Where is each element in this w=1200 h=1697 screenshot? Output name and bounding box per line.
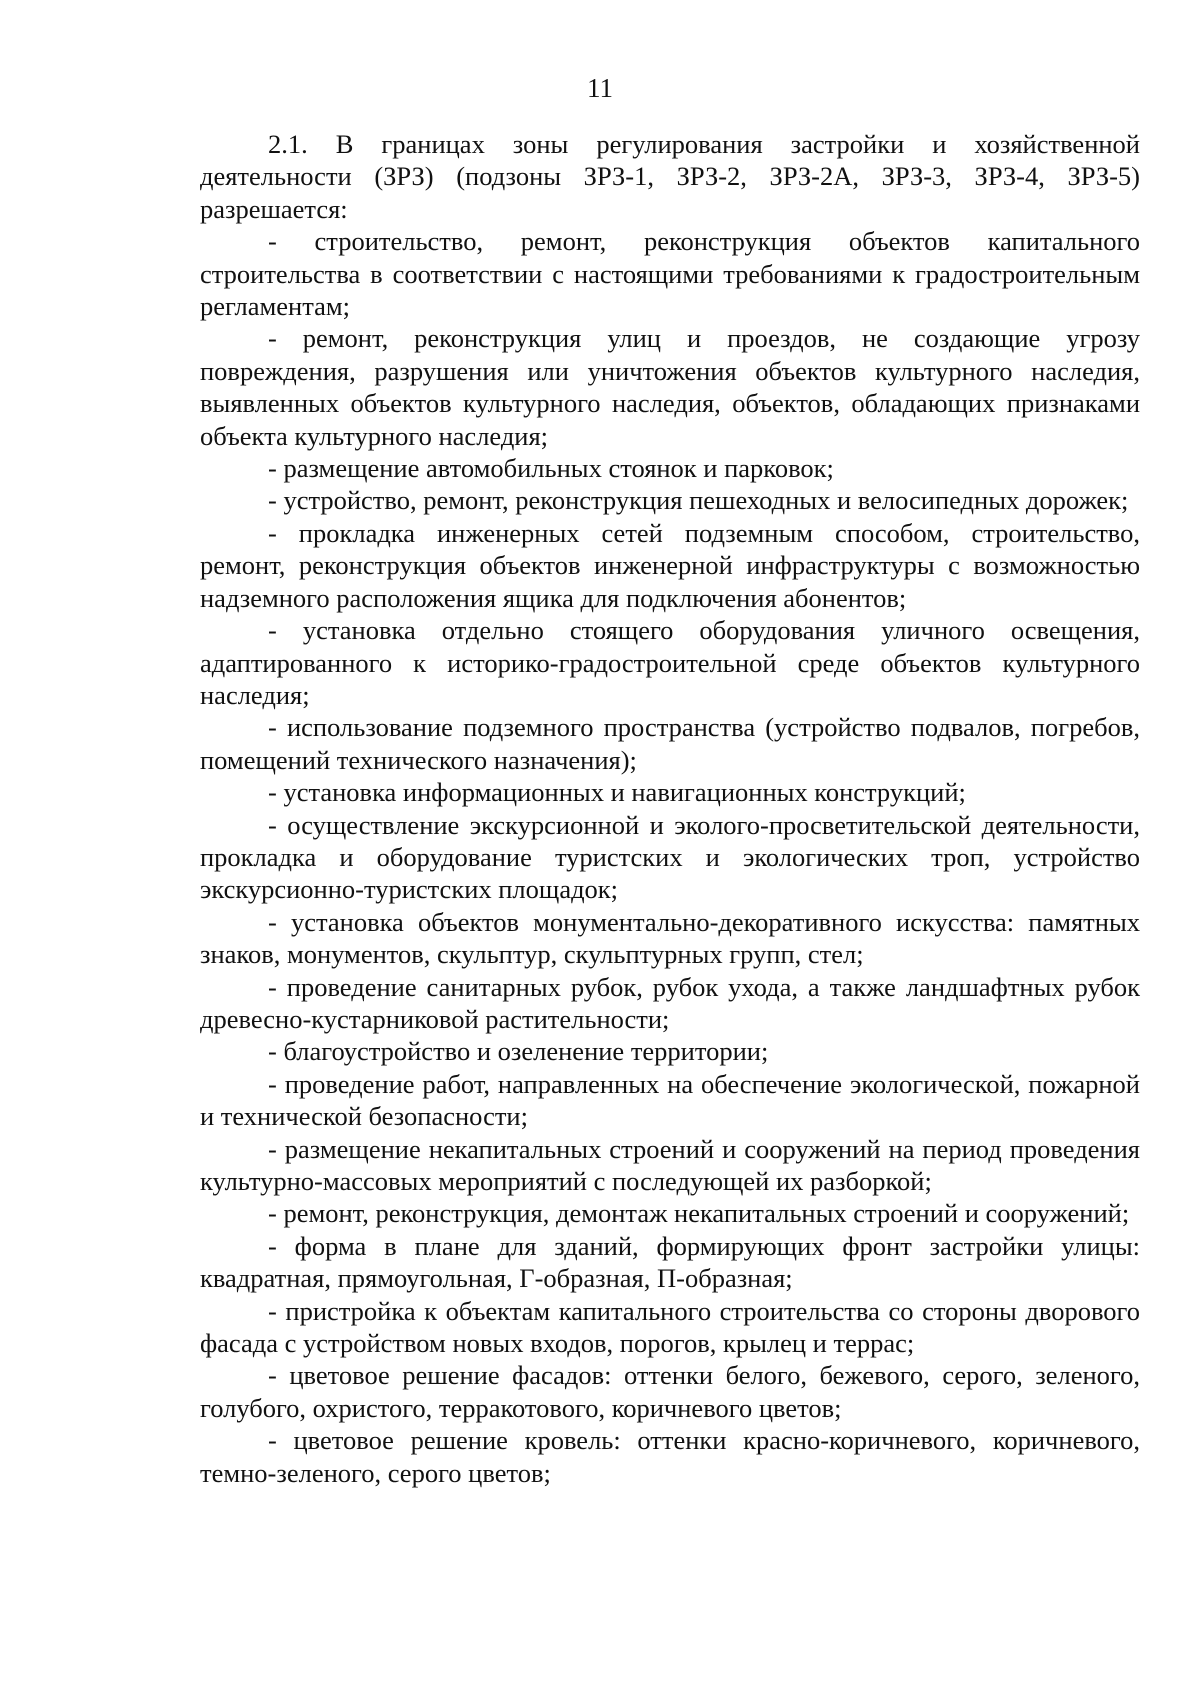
list-item: - осуществление экскурсионной и эколого-просветительской деятельности, прокладка и оборудование туристских и экологических троп, устройство экскурсионно-туристских площадок; [200, 809, 1140, 905]
page-number: 11 [587, 73, 613, 103]
paragraph-intro: 2.1. В границах зоны регулирования застройки и хозяйственной деятельности (ЗРЗ) (подзоны ЗРЗ-1, ЗРЗ-2, ЗРЗ-2А, ЗРЗ-3, ЗРЗ-4, ЗРЗ-5) разрешается: [200, 129, 1140, 224]
list-item: - проведение санитарных рубок, рубок ухода, а также ландшафтных рубок древесно-кустарниковой растительности; [200, 971, 1140, 1034]
list-item: - установка информационных и навигационных конструкций; [268, 777, 966, 808]
list-item: - форма в плане для зданий, формирующих фронт застройки улицы: квадратная, прямоугольная, Г-образная, П-образная; [200, 1230, 1140, 1294]
list-item: - ремонт, реконструкция, демонтаж некапитальных строений и сооружений; [268, 1198, 1130, 1229]
list-item: - установка отдельно стоящего оборудования уличного освещения, адаптированного к историко-градостроительной среде объектов культурного наследия; [200, 615, 1140, 710]
list-item: - ремонт, реконструкция улиц и проездов, не создающие угрозу повреждения, разрушения или уничтожения объектов культурного наследия, выявленных объектов культурного наследия, объектов, обладающих признаками объекта культурного наследия; [200, 323, 1140, 451]
list-item: - цветовое решение фасадов: оттенки белого, бежевого, серого, зеленого, голубого, охристого, терракотового, коричневого цветов; [200, 1360, 1140, 1423]
list-item: - устройство, ремонт, реконструкция пешеходных и велосипедных дорожек; [268, 485, 1129, 516]
list-item: - размещение некапитальных строений и сооружений на период проведения культурно-массовых мероприятий с последующей их разборкой; [200, 1133, 1140, 1196]
list-item: - установка объектов монументально-декоративного искусства: памятных знаков, монументов, скульптур, скульптурных групп, стел; [200, 906, 1140, 970]
list-item: - использование подземного пространства (устройство подвалов, погребов, помещений технического назначения); [200, 712, 1140, 775]
list-item: - благоустройство и озеленение территории; [268, 1036, 769, 1067]
list-item: - размещение автомобильных стоянок и парковок; [268, 453, 834, 484]
list-item: - пристройка к объектам капитального строительства со стороны дворового фасада с устройством новых входов, порогов, крылец и террас; [200, 1295, 1140, 1359]
list-item: - цветовое решение кровель: оттенки красно-коричневого, коричневого, темно-зеленого, серого цветов; [200, 1425, 1140, 1488]
list-item: - прокладка инженерных сетей подземным способом, строительство, ремонт, реконструкция объектов инженерной инфраструктуры с возможностью надземного расположения ящика для подключения абонентов; [200, 517, 1140, 613]
list-item: - проведение работ, направленных на обеспечение экологической, пожарной и технической безопасности; [200, 1068, 1140, 1132]
list-item: - строительство, ремонт, реконструкция объектов капитального строительства в соответствии с настоящими требованиями к градостроительным регламентам; [200, 226, 1140, 322]
document-body [200, 128, 1140, 1489]
